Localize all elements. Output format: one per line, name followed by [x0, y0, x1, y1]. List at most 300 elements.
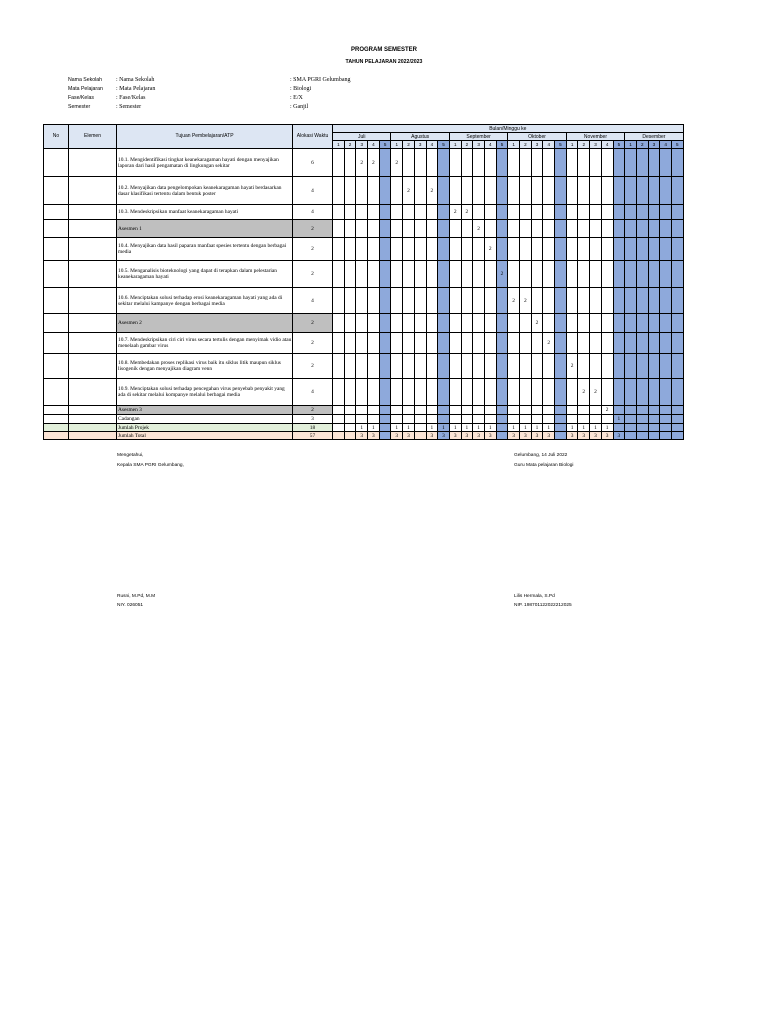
week-cell: 1 — [520, 424, 532, 432]
week-cell — [566, 149, 578, 177]
meta-field-semester: : Semester — [116, 104, 142, 110]
cell-alokasi: 2 — [293, 406, 333, 415]
month-header: Agustus — [391, 133, 449, 141]
week-cell — [344, 314, 356, 333]
week-cell — [344, 333, 356, 354]
week-cell — [648, 354, 660, 379]
week-cell — [660, 314, 672, 333]
week-cell — [356, 354, 368, 379]
week-cell — [391, 415, 403, 424]
week-cell — [438, 314, 450, 333]
week-cell — [426, 314, 438, 333]
week-cell: 3 — [601, 432, 613, 440]
week-cell — [671, 220, 683, 238]
month-header: Juli — [333, 133, 391, 141]
week-cell — [484, 261, 496, 288]
week-cell — [590, 314, 602, 333]
week-cell: 1 — [531, 424, 543, 432]
week-cell — [403, 220, 415, 238]
week-number: 2 — [520, 141, 532, 149]
table-row — [44, 333, 684, 354]
week-cell — [356, 238, 368, 261]
week-cell — [660, 288, 672, 314]
week-cell — [438, 205, 450, 220]
cell-elemen — [69, 406, 117, 415]
week-cell — [648, 261, 660, 288]
week-cell — [438, 177, 450, 205]
week-cell — [625, 149, 637, 177]
week-cell — [496, 432, 508, 440]
week-cell: 1 — [473, 424, 485, 432]
week-cell: 3 — [578, 432, 590, 440]
week-cell — [368, 205, 380, 220]
week-cell — [438, 415, 450, 424]
week-cell — [578, 415, 590, 424]
week-cell — [508, 379, 520, 406]
week-cell — [578, 314, 590, 333]
week-cell — [648, 220, 660, 238]
meta-label-class: Fase/Kelas — [68, 95, 94, 101]
week-cell — [473, 149, 485, 177]
week-cell — [368, 220, 380, 238]
week-cell — [379, 238, 391, 261]
week-cell — [625, 261, 637, 288]
table-row — [44, 406, 684, 415]
week-cell — [636, 238, 648, 261]
week-cell: 3 — [566, 432, 578, 440]
week-cell — [391, 314, 403, 333]
week-cell: 1 — [590, 424, 602, 432]
table-row — [44, 149, 684, 177]
week-cell — [391, 406, 403, 415]
week-cell — [613, 333, 625, 354]
week-cell — [438, 261, 450, 288]
week-cell — [660, 238, 672, 261]
week-cell: 2 — [578, 379, 590, 406]
week-cell — [508, 238, 520, 261]
week-number: 5 — [438, 141, 450, 149]
week-cell — [590, 261, 602, 288]
week-cell — [438, 354, 450, 379]
week-cell — [496, 220, 508, 238]
week-cell — [660, 220, 672, 238]
week-cell — [520, 149, 532, 177]
week-cell — [555, 205, 567, 220]
week-cell — [333, 379, 345, 406]
cell-no — [44, 333, 69, 354]
week-cell — [414, 220, 426, 238]
week-cell — [414, 415, 426, 424]
week-cell — [333, 288, 345, 314]
week-number: 4 — [660, 141, 672, 149]
week-cell — [461, 177, 473, 205]
week-cell — [403, 238, 415, 261]
week-cell: 1 — [484, 424, 496, 432]
week-cell — [426, 379, 438, 406]
week-cell — [344, 406, 356, 415]
week-cell — [344, 432, 356, 440]
week-cell — [356, 406, 368, 415]
cell-elemen — [69, 424, 117, 432]
cell-alokasi: 57 — [293, 432, 333, 440]
week-cell — [508, 406, 520, 415]
week-number: 1 — [449, 141, 461, 149]
week-cell — [531, 333, 543, 354]
week-cell — [473, 379, 485, 406]
week-cell: 3 — [356, 432, 368, 440]
week-cell — [531, 220, 543, 238]
week-cell — [391, 261, 403, 288]
week-cell: 1 — [566, 424, 578, 432]
week-cell — [426, 205, 438, 220]
week-cell — [671, 406, 683, 415]
week-cell: 3 — [391, 432, 403, 440]
week-cell — [660, 379, 672, 406]
week-cell — [379, 379, 391, 406]
week-cell — [426, 288, 438, 314]
document-year: TAHUN PELAJARAN 2022/2023 — [345, 59, 423, 65]
week-cell: 2 — [461, 205, 473, 220]
cell-elemen — [69, 354, 117, 379]
week-cell — [414, 205, 426, 220]
week-cell — [520, 415, 532, 424]
week-cell — [660, 205, 672, 220]
week-cell — [590, 333, 602, 354]
week-cell — [426, 354, 438, 379]
week-cell — [601, 220, 613, 238]
week-cell: 2 — [496, 261, 508, 288]
week-cell — [555, 406, 567, 415]
week-cell — [484, 177, 496, 205]
week-cell — [391, 220, 403, 238]
week-cell — [484, 415, 496, 424]
week-cell — [414, 288, 426, 314]
table-row — [44, 238, 684, 261]
week-cell — [648, 314, 660, 333]
week-cell: 1 — [578, 424, 590, 432]
week-cell — [566, 205, 578, 220]
week-number: 1 — [625, 141, 637, 149]
week-cell — [438, 379, 450, 406]
week-cell — [566, 261, 578, 288]
cell-no — [44, 220, 69, 238]
week-number: 4 — [601, 141, 613, 149]
week-cell — [520, 354, 532, 379]
week-cell — [461, 238, 473, 261]
week-cell — [368, 354, 380, 379]
week-cell — [461, 220, 473, 238]
month-header: Desember — [625, 133, 683, 141]
week-number: 5 — [613, 141, 625, 149]
week-cell — [484, 354, 496, 379]
week-cell — [508, 261, 520, 288]
week-cell — [578, 261, 590, 288]
week-cell — [379, 406, 391, 415]
week-cell — [484, 205, 496, 220]
week-cell — [625, 238, 637, 261]
week-cell: 2 — [403, 177, 415, 205]
week-cell — [461, 333, 473, 354]
week-cell: 1 — [601, 424, 613, 432]
week-cell — [344, 261, 356, 288]
week-cell — [461, 379, 473, 406]
week-cell — [496, 354, 508, 379]
cell-elemen — [69, 314, 117, 333]
week-cell — [403, 288, 415, 314]
document-title: PROGRAM SEMESTER — [350, 47, 417, 53]
cell-no — [44, 379, 69, 406]
week-cell: 3 — [426, 432, 438, 440]
week-cell — [648, 432, 660, 440]
week-cell — [648, 238, 660, 261]
week-number: 5 — [671, 141, 683, 149]
week-cell — [625, 220, 637, 238]
week-cell — [555, 220, 567, 238]
week-cell — [484, 379, 496, 406]
week-cell — [520, 220, 532, 238]
week-cell — [636, 314, 648, 333]
week-cell — [379, 314, 391, 333]
week-cell — [496, 238, 508, 261]
cell-alokasi: 4 — [293, 288, 333, 314]
week-cell — [391, 333, 403, 354]
week-cell: 2 — [520, 288, 532, 314]
week-cell — [648, 177, 660, 205]
week-cell — [333, 354, 345, 379]
week-cell — [426, 333, 438, 354]
week-cell — [578, 238, 590, 261]
week-cell — [601, 261, 613, 288]
week-cell — [484, 288, 496, 314]
table-row — [44, 379, 684, 406]
month-header: Oktober — [508, 133, 566, 141]
week-cell — [555, 177, 567, 205]
week-cell — [473, 314, 485, 333]
week-cell — [660, 354, 672, 379]
week-cell — [671, 424, 683, 432]
week-cell — [555, 424, 567, 432]
cell-tujuan: Jumlah Total — [117, 432, 293, 440]
week-cell — [636, 220, 648, 238]
week-cell — [671, 149, 683, 177]
week-cell — [414, 314, 426, 333]
week-cell — [613, 314, 625, 333]
cell-tujuan: Asesmen 3 — [117, 406, 293, 415]
week-cell — [531, 288, 543, 314]
cell-alokasi: 2 — [293, 354, 333, 379]
week-cell — [566, 238, 578, 261]
week-cell — [625, 288, 637, 314]
week-cell — [344, 288, 356, 314]
week-cell — [601, 149, 613, 177]
week-cell — [461, 288, 473, 314]
col-header-tp: Tujuan Pembelajaran/ATP — [117, 125, 293, 149]
week-cell — [578, 205, 590, 220]
week-cell — [578, 149, 590, 177]
week-cell — [601, 238, 613, 261]
week-cell — [496, 314, 508, 333]
week-cell — [671, 177, 683, 205]
cell-no — [44, 415, 69, 424]
week-cell — [671, 238, 683, 261]
week-cell — [473, 288, 485, 314]
week-cell — [333, 261, 345, 288]
week-cell — [543, 354, 555, 379]
week-cell — [344, 379, 356, 406]
week-cell: 2 — [543, 333, 555, 354]
week-number: 5 — [379, 141, 391, 149]
week-cell — [590, 149, 602, 177]
cell-tujuan: 10.5. Menganalisis bioteknologi yang dapat di terapkan dalam pelestarian keanekaragaman hayati — [117, 261, 293, 288]
week-cell — [625, 424, 637, 432]
week-number: 3 — [473, 141, 485, 149]
week-cell — [426, 415, 438, 424]
week-cell — [660, 177, 672, 205]
col-header-alokasi: Alokasi Waktu — [293, 125, 333, 149]
week-cell — [508, 333, 520, 354]
week-cell — [438, 238, 450, 261]
week-cell — [566, 177, 578, 205]
week-number: 4 — [368, 141, 380, 149]
week-cell — [403, 415, 415, 424]
week-number: 2 — [344, 141, 356, 149]
week-cell: 3 — [484, 432, 496, 440]
week-cell — [333, 406, 345, 415]
week-cell — [531, 238, 543, 261]
week-cell — [660, 432, 672, 440]
week-cell — [601, 354, 613, 379]
week-cell — [566, 220, 578, 238]
week-cell — [555, 149, 567, 177]
table-row — [44, 177, 684, 205]
week-cell — [426, 261, 438, 288]
week-cell — [508, 205, 520, 220]
week-cell — [426, 149, 438, 177]
meta-value-school: : SMA PGRI Gelumbang — [290, 77, 351, 83]
week-cell — [414, 238, 426, 261]
week-cell — [438, 288, 450, 314]
week-cell — [648, 288, 660, 314]
week-cell — [613, 149, 625, 177]
week-number: 3 — [648, 141, 660, 149]
week-cell — [566, 333, 578, 354]
projek-row — [44, 424, 684, 432]
week-cell — [543, 314, 555, 333]
week-cell — [531, 379, 543, 406]
week-cell — [660, 406, 672, 415]
week-cell — [671, 333, 683, 354]
table-row — [44, 354, 684, 379]
cell-tujuan: Asesmen 2 — [117, 314, 293, 333]
week-cell — [613, 238, 625, 261]
week-cell — [403, 406, 415, 415]
week-cell — [403, 149, 415, 177]
week-cell — [344, 238, 356, 261]
week-cell — [531, 149, 543, 177]
week-cell — [660, 149, 672, 177]
week-cell — [636, 424, 648, 432]
week-cell — [520, 314, 532, 333]
week-cell — [508, 415, 520, 424]
week-cell: 2 — [449, 205, 461, 220]
week-cell — [333, 238, 345, 261]
week-cell — [391, 288, 403, 314]
week-cell — [461, 314, 473, 333]
week-cell — [344, 354, 356, 379]
sign-left-role: Kepala SMA PGRI Gelumbang, — [117, 463, 184, 468]
month-header: November — [566, 133, 624, 141]
week-cell — [555, 288, 567, 314]
week-cell — [636, 333, 648, 354]
week-cell — [414, 424, 426, 432]
week-cell — [660, 333, 672, 354]
week-cell — [601, 379, 613, 406]
week-cell — [356, 288, 368, 314]
week-cell — [403, 379, 415, 406]
week-cell: 1 — [449, 424, 461, 432]
week-cell — [379, 205, 391, 220]
week-cell — [613, 354, 625, 379]
week-cell — [648, 415, 660, 424]
week-cell — [531, 205, 543, 220]
week-number: 1 — [566, 141, 578, 149]
week-cell — [671, 314, 683, 333]
table-row — [44, 314, 684, 333]
week-cell: 1 — [438, 424, 450, 432]
cell-elemen — [69, 261, 117, 288]
week-cell — [484, 220, 496, 238]
week-cell — [648, 406, 660, 415]
cell-alokasi: 4 — [293, 379, 333, 406]
week-cell — [636, 432, 648, 440]
week-cell — [379, 149, 391, 177]
program-semester-table — [43, 124, 684, 440]
cell-alokasi: 2 — [293, 220, 333, 238]
week-number: 2 — [636, 141, 648, 149]
cell-no — [44, 406, 69, 415]
week-cell — [613, 379, 625, 406]
week-cell — [671, 415, 683, 424]
week-cell — [379, 424, 391, 432]
week-cell — [625, 333, 637, 354]
week-cell — [578, 333, 590, 354]
week-cell — [356, 220, 368, 238]
week-cell — [403, 314, 415, 333]
week-cell — [578, 177, 590, 205]
week-cell — [414, 177, 426, 205]
week-cell — [520, 379, 532, 406]
meta-field-subject: : Mata Pelajaran — [116, 86, 156, 92]
cell-no — [44, 314, 69, 333]
cell-alokasi: 4 — [293, 177, 333, 205]
week-cell — [496, 177, 508, 205]
week-cell — [613, 406, 625, 415]
cell-alokasi: 2 — [293, 261, 333, 288]
week-cell — [379, 415, 391, 424]
week-cell — [449, 354, 461, 379]
week-cell: 2 — [566, 354, 578, 379]
meta-label-subject: Mata Pelajaran — [68, 86, 103, 92]
cell-tujuan: Cadangan — [117, 415, 293, 424]
week-cell — [636, 261, 648, 288]
cell-no — [44, 424, 69, 432]
week-cell — [566, 288, 578, 314]
week-cell — [636, 415, 648, 424]
week-number: 5 — [496, 141, 508, 149]
week-cell: 3 — [613, 432, 625, 440]
week-cell — [520, 333, 532, 354]
week-cell — [613, 424, 625, 432]
